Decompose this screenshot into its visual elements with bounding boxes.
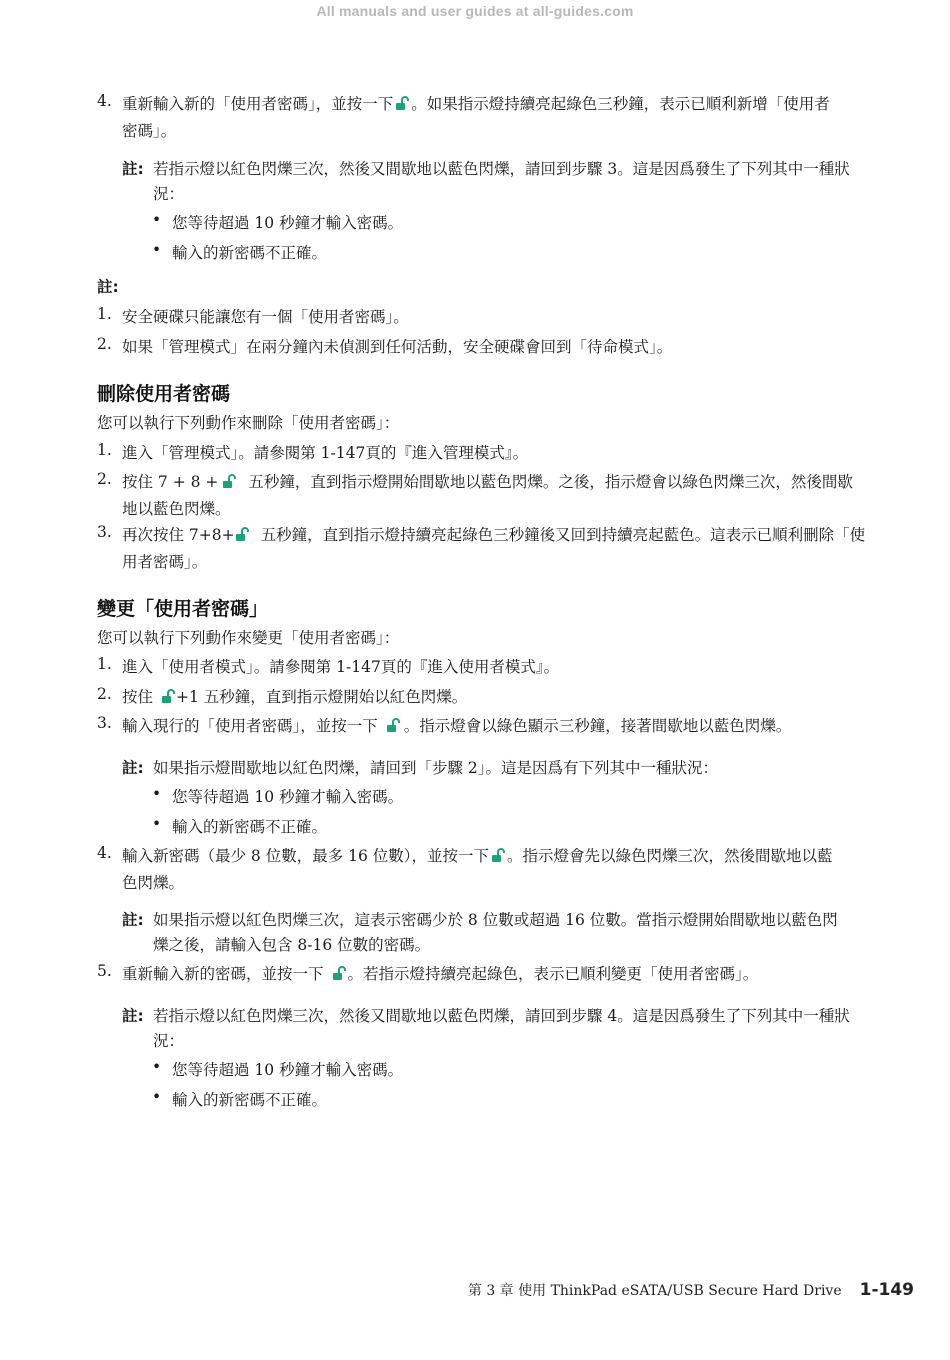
bullet-marker: • [152,1088,162,1106]
bullet-marker: • [152,241,162,259]
step-text: 重新輸入新的「使用者密碼」，並按一下 。如果指示燈持續亮起綠色三秒鐘，表示已順利新增「使用者 密碼」。 [122,95,830,140]
bullet-text: 輸入的新密碼不正確。 [172,1091,328,1109]
note-number: 1. [97,305,112,323]
unlock-key-icon [222,472,236,497]
step-text: 進入「管理模式」。請參閱第 1-147頁的『進入管理模式』。 [122,444,529,462]
note-label: 註: [122,160,144,178]
notes-label: 註: [97,278,119,296]
step-number: 5. [97,962,112,980]
note-text: 如果指示燈間歇地以紅色閃爍，請回到「步驟 2」。這是因爲有下列其中一種狀況： [153,759,719,777]
note-number: 2. [97,335,112,353]
step-number: 4. [97,844,112,862]
unlock-key-icon [386,716,400,741]
step-text: 進入「使用者模式」。請參閱第 1-147頁的『進入使用者模式』。 [122,658,560,676]
step-number: 3. [97,523,112,541]
unlock-key-icon [332,964,346,989]
step-text: 再次按住 7+8+ 五秒鐘，直到指示燈持續亮起綠色三秒鐘後又回到持續亮起藍色。這表示已順利刪除「使 用者密碼」。 [122,526,866,571]
footer-chapter: 第 3 章 使用 ThinkPad eSATA/USB Secure Hard Drive [467,1283,842,1299]
step-number: 1. [97,441,112,459]
step-text: 輸入現行的「使用者密碼」，並按一下 。指示燈會以綠色顯示三秒鐘，接著間歇地以藍色閃爍。 [122,714,894,741]
bullet-marker: • [152,1058,162,1076]
step-number: 1. [97,655,112,673]
bullet-text: 輸入的新密碼不正確。 [172,244,328,262]
note-text: 若指示燈以紅色閃爍三次，然後又間歇地以藍色閃爍，請回到步驟 3。這是因爲發生了下列其中一種狀 況： [153,160,850,203]
section-heading-change: 變更「使用者密碼」 [97,598,269,620]
unlock-key-icon [235,525,249,550]
note-label: 註: [122,1007,144,1025]
page-number: 1-149 [859,1280,914,1300]
bullet-marker: • [152,815,162,833]
section-heading-delete: 刪除使用者密碼 [97,383,231,405]
note-label: 註: [122,911,144,929]
bullet-text: 輸入的新密碼不正確。 [172,818,328,836]
note-text: 若指示燈以紅色閃爍三次，然後又間歇地以藍色閃爍，請回到步驟 4。這是因爲發生了下列其中一種狀 況： [153,1007,850,1050]
bullet-text: 您等待超過 10 秒鐘才輸入密碼。 [172,788,404,806]
bullet-marker: • [152,211,162,229]
unlock-key-icon [491,846,505,871]
unlock-key-icon [161,687,175,712]
note-item-text: 安全硬碟只能讓您有一個「使用者密碼」。 [122,308,409,326]
watermark: All manuals and user guides at all-guides.com [316,3,634,19]
note-label: 註: [122,759,144,777]
note-text: 如果指示燈以紅色閃爍三次，這表示密碼少於 8 位數或超過 16 位數。當指示燈開始間歇地以藍色閃 爍之後，請輸入包含 8-16 位數的密碼。 [153,911,838,954]
step-text: 按住 +1 五秒鐘，直到指示燈開始以紅色閃爍。 [122,685,894,712]
section-intro: 您可以執行下列動作來變更「使用者密碼」： [97,629,400,647]
step-text: 輸入新密碼（最少 8 位數，最多 16 位數），並按一下 。指示燈會先以綠色閃爍三次，然後間歇地以藍 色閃爍。 [122,847,833,892]
step-number: 3. [97,714,112,732]
step-text: 重新輸入新的密碼，並按一下 。若指示燈持續亮起綠色，表示已順利變更「使用者密碼」。 [122,962,894,989]
step-number: 2. [97,685,112,703]
page-footer [468,1280,914,1300]
step-number: 2. [97,470,112,488]
bullet-text: 您等待超過 10 秒鐘才輸入密碼。 [172,1061,404,1079]
note-item-text: 如果「管理模式」在兩分鐘內未偵測到任何活動，安全硬碟會回到「待命模式」。 [122,338,673,356]
step-text: 按住 7 + 8 + 五秒鐘，直到指示燈開始間歇地以藍色閃爍。之後，指示燈會以綠色閃爍三次，然後間歇 地以藍色閃爍。 [122,473,853,518]
unlock-key-icon [395,94,409,119]
bullet-marker: • [152,785,162,803]
bullet-text: 您等待超過 10 秒鐘才輸入密碼。 [172,214,404,232]
step-number: 4. [97,92,112,110]
section-intro: 您可以執行下列動作來刪除「使用者密碼」： [97,414,400,432]
